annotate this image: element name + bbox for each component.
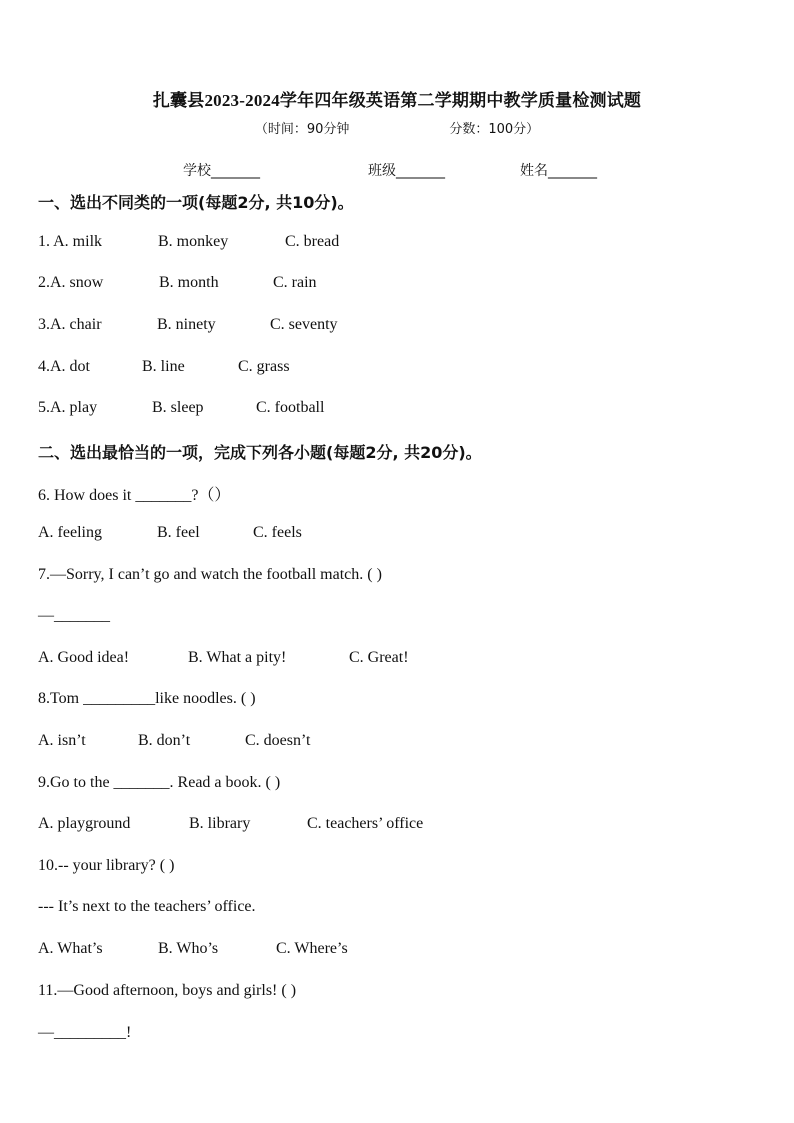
- section1-heading: 一、选出不同类的一项(每题2分, 共10分)。: [38, 193, 354, 212]
- q10-option-b: B. Who’s: [158, 940, 219, 957]
- question-8: 8.Tom _________like noodles. ( ): [38, 690, 256, 707]
- q5-option-b: B. sleep: [152, 399, 204, 416]
- question-6: 6. How does it _______?（）: [38, 487, 231, 504]
- question-6-options: [38, 524, 302, 542]
- section2-heading: 二、选出最恰当的一项，完成下列各小题(每题2分, 共20分)。: [38, 443, 482, 462]
- q3-option-b: B. ninety: [157, 316, 216, 333]
- q9-option-a: A. playground: [38, 815, 131, 832]
- question-7-options: [38, 649, 409, 667]
- exam-title: 扎囊县2023-2024学年四年级英语第二学期期中教学质量检测试题: [152, 91, 642, 110]
- question-3: [38, 316, 338, 334]
- q2-option-a: 2.A. snow: [38, 274, 104, 291]
- q4-option-b: B. line: [142, 358, 185, 375]
- exam-subtitle: [0, 118, 794, 137]
- question-11: 11.—Good afternoon, boys and girls! ( ): [38, 982, 297, 999]
- q1-option-c: C. bread: [285, 233, 340, 250]
- school-field: 学校_______: [183, 163, 260, 179]
- question-1: [38, 233, 339, 251]
- q5-option-c: C. football: [256, 399, 325, 416]
- q3-option-a: 3.A. chair: [38, 316, 102, 333]
- q4-option-c: C. grass: [238, 358, 290, 375]
- q4-option-a: 4.A. dot: [38, 358, 90, 375]
- q10-option-c: C. Where’s: [276, 940, 348, 957]
- class-field: 班级_______: [368, 163, 445, 179]
- question-10: 10.-- your library? ( ): [38, 857, 175, 874]
- q7-option-a: A. Good idea!: [38, 649, 130, 666]
- q9-option-c: C. teachers’ office: [307, 815, 424, 832]
- q9-option-b: B. library: [189, 815, 251, 832]
- question-5: [38, 399, 324, 417]
- total-score: 分数：100分）: [449, 122, 540, 137]
- q3-option-c: C. seventy: [270, 316, 338, 333]
- q10-option-a: A. What’s: [38, 940, 103, 957]
- q7-option-b: B. What a pity!: [188, 649, 287, 666]
- question-9: 9.Go to the _______. Read a book. ( ): [38, 774, 281, 791]
- question-11-reply: —_________!: [38, 1024, 132, 1041]
- q8-option-c: C. doesn’t: [245, 732, 311, 749]
- question-9-options: [38, 815, 423, 833]
- name-field: 姓名_______: [520, 163, 597, 179]
- q5-option-a: 5.A. play: [38, 399, 98, 416]
- question-2: [38, 274, 317, 292]
- q7-option-c: C. Great!: [349, 649, 409, 666]
- q1-option-a: 1. A. milk: [38, 233, 103, 250]
- q2-option-b: B. month: [159, 274, 219, 291]
- q1-option-b: B. monkey: [158, 233, 229, 250]
- question-10-options: [38, 940, 348, 958]
- question-7-reply: —_______: [38, 607, 110, 624]
- question-8-options: [38, 732, 310, 750]
- q8-option-a: A. isn’t: [38, 732, 86, 749]
- q6-option-a: A. feeling: [38, 524, 102, 541]
- time-limit: （时间：90分钟: [254, 122, 350, 137]
- q6-option-b: B. feel: [157, 524, 200, 541]
- question-4: [38, 358, 290, 376]
- q8-option-b: B. don’t: [138, 732, 191, 749]
- question-10-reply: --- It’s next to the teachers’ office.: [38, 898, 256, 915]
- q2-option-c: C. rain: [273, 274, 317, 291]
- question-7: 7.—Sorry, I can’t go and watch the football match. ( ): [38, 566, 382, 583]
- q6-option-c: C. feels: [253, 524, 302, 541]
